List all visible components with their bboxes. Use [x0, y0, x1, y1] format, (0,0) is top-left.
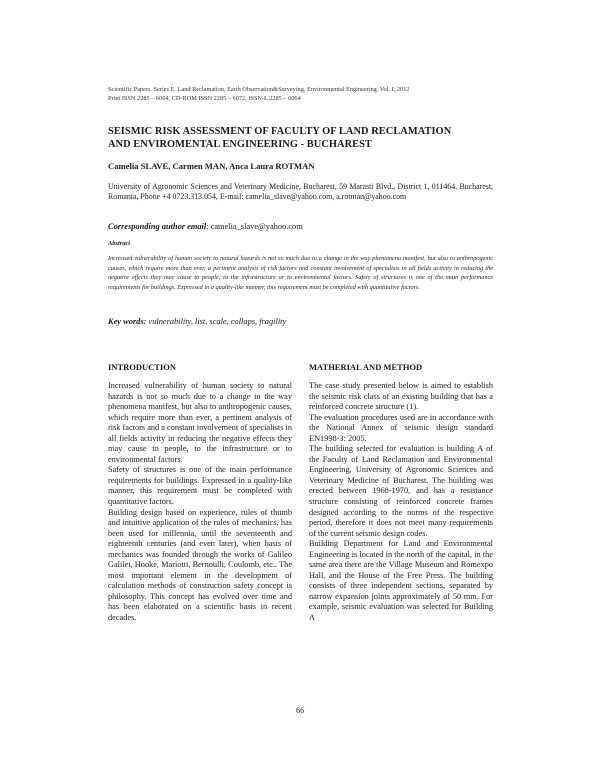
introduction-heading: INTRODUCTION — [108, 362, 177, 372]
introduction-paragraph: Building design based on experience, rules of thumb and intuitive application of the rules of mechanics, has been used for millennia, until the seventeenth and eighteenth centuries (and even later), when basis of mechanics was founded through the works of Galileo Galilei, Hooke, Mariotti, Bernoulli, Coulomb, etc.. The most important element in the development of calculation methods of construction safety concept is philosophy. This concept has evolved over time and has been elaborated on a scientific basis in recent decades. — [108, 507, 292, 623]
method-paragraph: Building Department for Land and Environmental Engineering is located in the north of the capital, in the same area there are the Village Museum and Romexpo Hall, and the House of the Free Press. The building consists of three independent sections, separated by narrow expansion joints approximately of 50 mm. For example, seismic evaluation was selected for Building A — [309, 539, 493, 623]
journal-header — [108, 85, 508, 103]
method-paragraph: The case study presented below is aimed to establish the seismic risk class of an existing building that has a reinforced concrete structure (1). — [309, 381, 493, 412]
keywords-value: vulnerability, list, scale, collaps, fragility — [146, 317, 287, 326]
paper-title-line-1: SEISMIC RISK ASSESSMENT OF FACULTY OF LAND RECLAMATION — [108, 126, 452, 137]
page-number: 66 — [296, 706, 305, 715]
corresponding-author-email: : camelia_slave@yahoo.com — [206, 222, 303, 231]
affiliation: University of Agronomic Sciences and Veterinary Medicine, Bucharest, 59 Marasti Blvd., District 1, 011464, Bucharest, Romania, Phone +4 0723.313.054, E-mail: camelia_slave@yahoo.com, a.rotman@yahoo.com — [108, 182, 493, 202]
method-paragraph: The evaluation procedures used are in accordance with the National Annex of seismic design standard EN1998-3: 2005. — [309, 412, 493, 443]
corresponding-author — [108, 222, 303, 231]
corresponding-author-label: Corresponding author email — [108, 222, 207, 231]
journal-header-line-2: Print ISSN 2285 – 6064, CD-ROM ISSN 2285 – 6072, ISSN-L 2285 – 6064 — [108, 95, 301, 102]
introduction-paragraph: Increased vulnerability of human society to natural hazards is not so much due to a change in the way phenomena manifest, but also to anthropogenic causes, which require more than ever, a pertinent analysis of risk factors and a constant involvement of specialists in all fields activity in reducing the negative effects they may cause to people, to the infrastructure or to environmental factors. — [108, 381, 292, 464]
introduction-paragraph: Safety of structures is one of the main performance requirements for buildings. Expressed in a quality-like manner, this requirement must be completed with quantitative factors. — [108, 465, 292, 507]
method-body — [309, 381, 493, 624]
method-heading: MATHERIAL AND METHOD — [309, 362, 423, 372]
paper-title — [108, 125, 508, 151]
abstract-text: Increased vulnerability of human society to natural hazards is not so much due to a change in the way phenomena manifest, but also to anthropogenic causes, which require more than ever, a pertinent analysis of risk factors and constant involvement of specialists in all fields activity in reducing the negative effects they may cause to people, to the infrastructure or to environmental factors. Safety of structures is one of the main performance requirements for buildings. Expressed in a quality-like manner, this requirement must be completed with quantitative factors. — [108, 255, 493, 291]
method-paragraph: The building selected for evaluation is building A of the Faculty of Land Reclamation and Environmental Engineering, University of Agronomic Sciences and Veterinary Medicine of Bucharest. The building was erected between 1968-1970, and has a resistance structure consisting of reinforced concrete frames designed according to the norms of the respective period, therefore it does not meet many requirements of the current seismic design codes. — [309, 444, 493, 538]
introduction-body — [108, 381, 292, 624]
abstract-heading: Abstract — [108, 240, 131, 247]
journal-header-line-1: Scientific Papers. Series E. Land Reclamation, Earth Observation&Surveying, Environmental Engineering. Vol. I, 2012 — [108, 86, 410, 93]
paper-title-line-2: AND ENVIROMENTAL ENGINEERING - BUCHAREST — [108, 139, 372, 150]
keywords-label: Key words: — [108, 317, 147, 326]
author-list: Camelia SLAVE, Carmen MAN, Anca Laura ROTMAN — [108, 161, 315, 171]
keywords — [108, 317, 286, 326]
